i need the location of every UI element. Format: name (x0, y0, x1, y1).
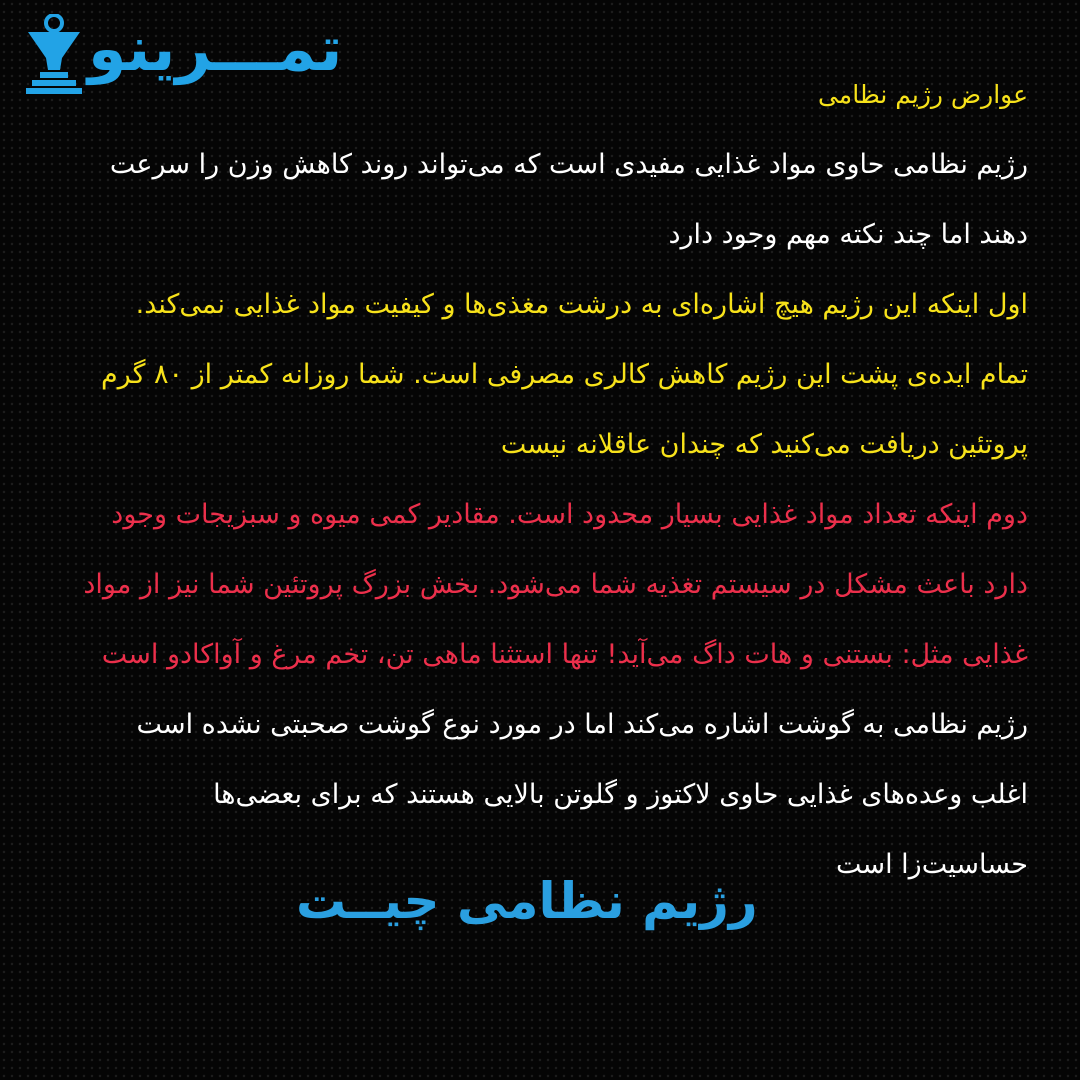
paragraph-line: اغلب وعده‌های غذایی حاوی لاکتوز و گلوتن بالایی هستند که برای بعضی‌ها (213, 779, 1028, 810)
paragraph-line: رژیم نظامی به گوشت اشاره می‌کند اما در مورد نوع گوشت صحبتی نشده است (136, 709, 1028, 740)
paragraph-line: حساسیت‌زا است (835, 849, 1028, 880)
logo-text: تمـــرینو (88, 12, 343, 85)
paragraph-line: رژیم نظامی حاوی مواد غذایی مفیدی است که می‌تواند روند کاهش وزن را سرعت (109, 149, 1028, 180)
paragraph-line: پروتئین دریافت می‌کنید که چندان عاقلانه نیست (500, 429, 1028, 460)
paragraph-line: دهند اما چند نکته مهم وجود دارد (668, 219, 1028, 250)
paragraph-line: غذایی مثل: بستنی و هات داگ می‌آید! تنها استثنا ماهی تن، تخم مرغ و آواکادو است (101, 639, 1028, 670)
paragraph-line: تمام ایده‌ی پشت این رژیم کاهش کالری مصرفی است. شما روزانه کمتر از ۸۰ گرم (100, 359, 1028, 390)
article-body (38, 60, 1028, 900)
paragraph-line: دارد باعث مشکل در سیستم تغذیه شما می‌شود. بخش بزرگ پروتئین شما نیز از مواد (83, 569, 1028, 600)
article-title: عوارض رژیم نظامی (817, 80, 1028, 109)
paragraph-line: دوم اینکه تعداد مواد غذایی بسیار محدود است. مقادیر کمی میوه و سبزیجات وجود (111, 499, 1028, 530)
footer-title: رژیم نظامی چیــت (296, 872, 758, 930)
paragraph-line: اول اینکه این رژیم هیچ اشاره‌ای به درشت مغذی‌ها و کیفیت مواد غذایی نمی‌کند. (135, 289, 1028, 320)
